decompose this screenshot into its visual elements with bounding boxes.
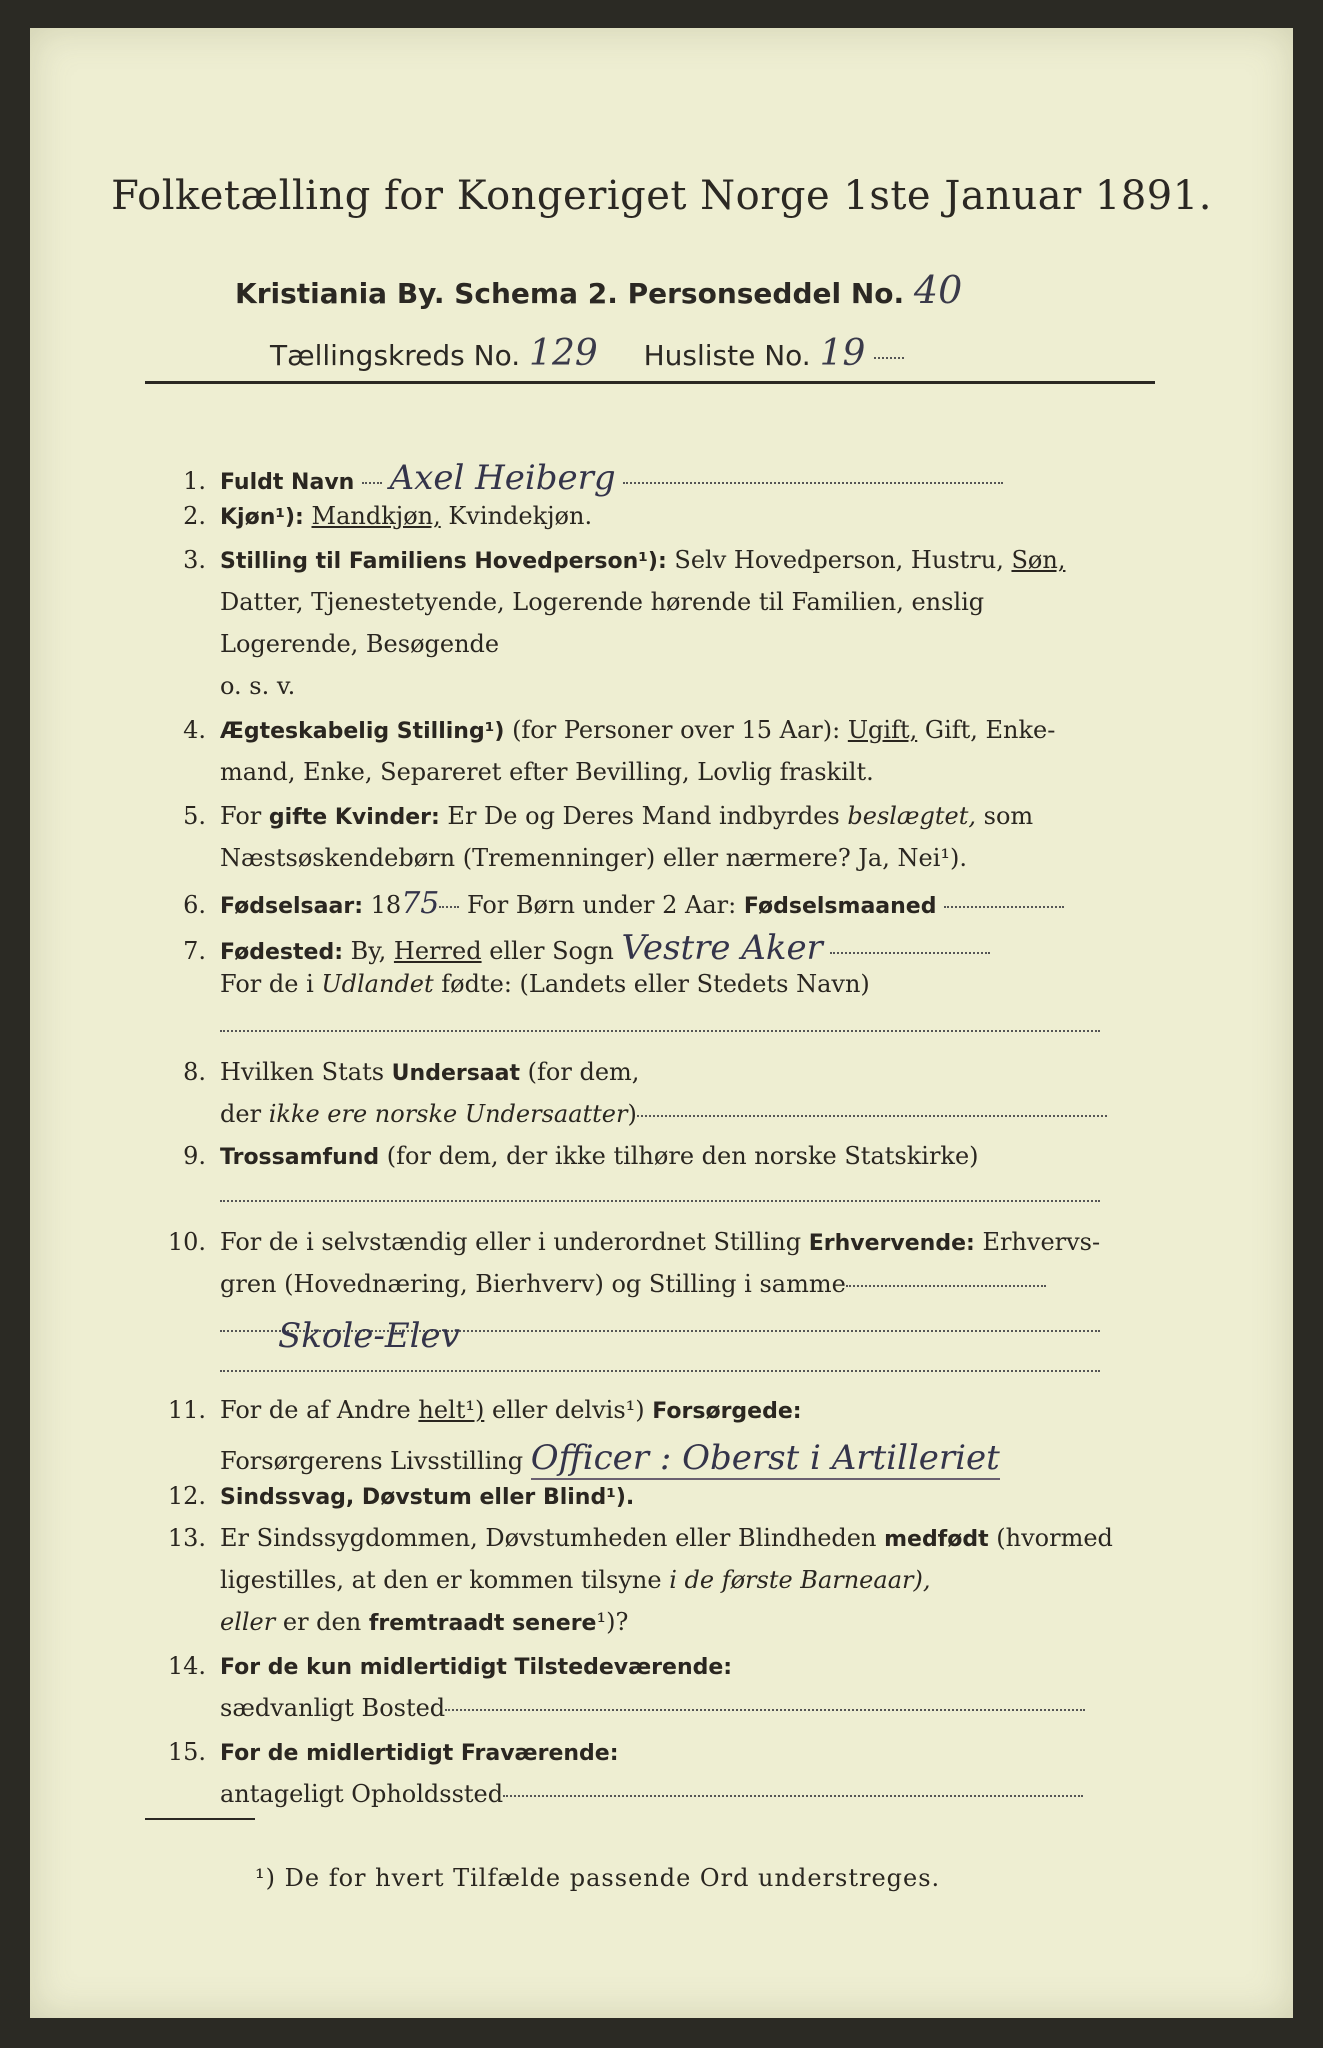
item-7: [148, 928, 1178, 968]
item-number: 3.: [183, 546, 206, 574]
personseddel-number: 40: [913, 268, 963, 312]
header-rule: [145, 381, 1155, 384]
item-15: [148, 1738, 1178, 1766]
item-12: [148, 1482, 1178, 1510]
item-text: (for dem,: [527, 1058, 640, 1086]
item-3-cont-2: Logerende, Besøgende: [220, 630, 500, 658]
blank-line: [220, 1030, 1100, 1032]
item-text: By,: [350, 937, 387, 965]
item-label: Fødselsaar:: [220, 894, 363, 919]
option-kvindekjon: Kvindekjøn.: [448, 502, 593, 530]
item-13: [148, 1524, 1178, 1552]
item-text: (for Personer over 15 Aar):: [512, 716, 841, 744]
item-label: Forsørgede:: [652, 1399, 802, 1424]
item-10-cont: [220, 1270, 1046, 1298]
item-label: For de kun midlertidigt Tilstedeværende:: [220, 1655, 733, 1680]
item-text: For de i: [220, 970, 314, 998]
item-italic: eller: [220, 1608, 276, 1636]
item-number: 7.: [183, 937, 206, 965]
item-number: 14.: [167, 1652, 206, 1680]
census-form-page: [30, 28, 1293, 2018]
item-text: (hvormed: [996, 1524, 1113, 1552]
answer-birth-year: 75: [401, 886, 440, 921]
item-label: Undersaat: [391, 1061, 521, 1086]
item-label: medfødt: [884, 1527, 989, 1552]
item-label: For de midlertidigt Fraværende:: [220, 1741, 619, 1766]
item-text: Er De og Deres Mand indbyrdes: [447, 802, 840, 830]
item-text: som: [983, 802, 1034, 830]
item-number: 6.: [183, 891, 206, 919]
item-13-cont-2: [220, 1608, 628, 1636]
item-4-cont: mand, Enke, Separeret efter Bevilling, Lovlig fraskilt.: [220, 758, 874, 786]
item-number: 5.: [183, 802, 206, 830]
item-label: gifte Kvinder:: [268, 805, 440, 830]
item-italic: beslægtet,: [847, 802, 976, 830]
option-herred: Herred: [393, 937, 482, 965]
form-subtitle: [235, 268, 962, 312]
item-label: fremtraadt senere: [368, 1611, 597, 1636]
item-8-cont: der ikke ere norske Undersaatter): [220, 1100, 1107, 1128]
item-label: Trossamfund: [220, 1145, 380, 1170]
item-5-cont: Næstsøskendebørn (Tremenninger) eller nærmere? Ja, Nei¹).: [220, 844, 967, 872]
item-text: ligestilles, at den er kommen tilsyne: [220, 1566, 662, 1594]
item-1: [148, 458, 1178, 498]
item-number: 9.: [183, 1142, 206, 1170]
option-ugift: Ugift,: [847, 716, 918, 744]
item-label: Fuldt Navn: [220, 470, 355, 495]
item-8: [148, 1058, 1178, 1086]
husliste-number: 19: [819, 333, 866, 374]
item-text: ¹)?: [596, 1608, 629, 1636]
item-label: Fødselsmaaned: [743, 894, 937, 919]
item-number: 1.: [183, 467, 206, 495]
item-number: 13.: [167, 1524, 206, 1552]
item-text: Hvilken Stats: [220, 1058, 385, 1086]
item-text: For de af Andre: [220, 1396, 411, 1424]
item-label: Kjøn¹):: [220, 505, 304, 530]
item-label: Erhvervende:: [808, 1231, 975, 1256]
item-7-cont: [220, 970, 870, 998]
item-text: fødte: (Landets eller Stedets Navn): [441, 970, 870, 998]
item-3-cont-3: o. s. v.: [220, 672, 296, 700]
kreds-label: Tællingskreds No.: [270, 339, 521, 372]
answer-birthplace: Vestre Aker: [621, 928, 823, 968]
item-italic: Udlandet: [321, 970, 434, 998]
item-italic: i de første Barneaar),: [669, 1566, 931, 1594]
item-italic: ikke ere norske Undersaatter: [268, 1100, 628, 1128]
item-text: der: [220, 1100, 262, 1128]
item-label: Sindssvag, Døvstum eller Blind¹).: [220, 1485, 635, 1510]
item-number: 4.: [183, 716, 206, 744]
item-4: [148, 716, 1178, 744]
husliste-label: Husliste No.: [643, 339, 811, 372]
blank-line: [220, 1370, 1100, 1372]
answer-name: Axel Heiberg: [389, 458, 616, 498]
item-text: For Børn under 2 Aar:: [467, 891, 737, 919]
item-text: For: [220, 802, 262, 830]
item-text: Erhvervs-: [982, 1228, 1101, 1256]
item-text: Selv Hovedperson, Hustru,: [674, 546, 1004, 574]
item-3: [148, 546, 1178, 574]
item-number: 10.: [167, 1228, 206, 1256]
footnote-rule: [145, 1818, 255, 1820]
item-text: eller delvis¹): [491, 1396, 645, 1424]
form-kreds-line: [270, 333, 904, 374]
kreds-number: 129: [529, 333, 598, 374]
item-text: sædvanligt Bosted: [220, 1694, 446, 1722]
answer-provider-occupation: Officer : Oberst i Artilleriet: [530, 1438, 1000, 1478]
item-3-cont-1: Datter, Tjenestetyende, Logerende hørende til Familien, enslig: [220, 588, 985, 616]
form-title: Folketælling for Kongeriget Norge 1ste Januar 1891.: [111, 173, 1212, 219]
item-text: Forsørgerens Livsstilling: [220, 1447, 524, 1475]
answer-occupation: Skole-Elev: [278, 1316, 460, 1356]
item-text: Gift, Enke-: [924, 716, 1056, 744]
item-9: [148, 1142, 1178, 1170]
item-text: antageligt Opholdssted: [220, 1780, 504, 1808]
item-text: Er Sindssygdommen, Døvstumheden eller Blindheden: [220, 1524, 877, 1552]
option-mandkjon: Mandkjøn,: [311, 502, 441, 530]
item-text: er den: [282, 1608, 362, 1636]
item-15-cont: [220, 1780, 1083, 1808]
item-number: 12.: [167, 1482, 206, 1510]
item-14-cont: [220, 1694, 1085, 1722]
option-helt: helt¹): [418, 1396, 485, 1424]
footnote: ¹) De for hvert Tilfælde passende Ord understreges.: [255, 1864, 941, 1892]
item-number: 11.: [167, 1396, 206, 1424]
item-2: [148, 502, 1178, 530]
item-text: For de i selvstændig eller i underordnet Stilling: [220, 1228, 802, 1256]
item-13-cont-1: [220, 1566, 930, 1594]
item-11-cont: [220, 1438, 1000, 1478]
item-14: [148, 1652, 1178, 1680]
item-label: Stilling til Familiens Hovedperson¹):: [220, 549, 667, 574]
item-10: [148, 1228, 1178, 1256]
item-6: [148, 886, 1178, 921]
subtitle-text: Kristiania By. Schema 2. Personseddel No.: [235, 277, 905, 310]
item-text: (for dem, der ikke tilhøre den norske Statskirke): [386, 1142, 979, 1170]
item-label: Ægteskabelig Stilling¹): [220, 719, 505, 744]
option-son: Søn,: [1011, 546, 1066, 574]
item-label: Fødested:: [220, 940, 343, 965]
item-text: gren (Hovednæring, Bierhverv) og Stilling i samme: [220, 1270, 846, 1298]
item-5: [148, 802, 1178, 830]
item-number: 8.: [183, 1058, 206, 1086]
item-text: eller Sogn: [489, 937, 614, 965]
item-number: 15.: [167, 1738, 206, 1766]
item-number: 2.: [183, 502, 206, 530]
blank-line: [220, 1200, 1100, 1202]
item-11: [148, 1396, 1178, 1424]
year-prefix: 18: [370, 891, 402, 919]
